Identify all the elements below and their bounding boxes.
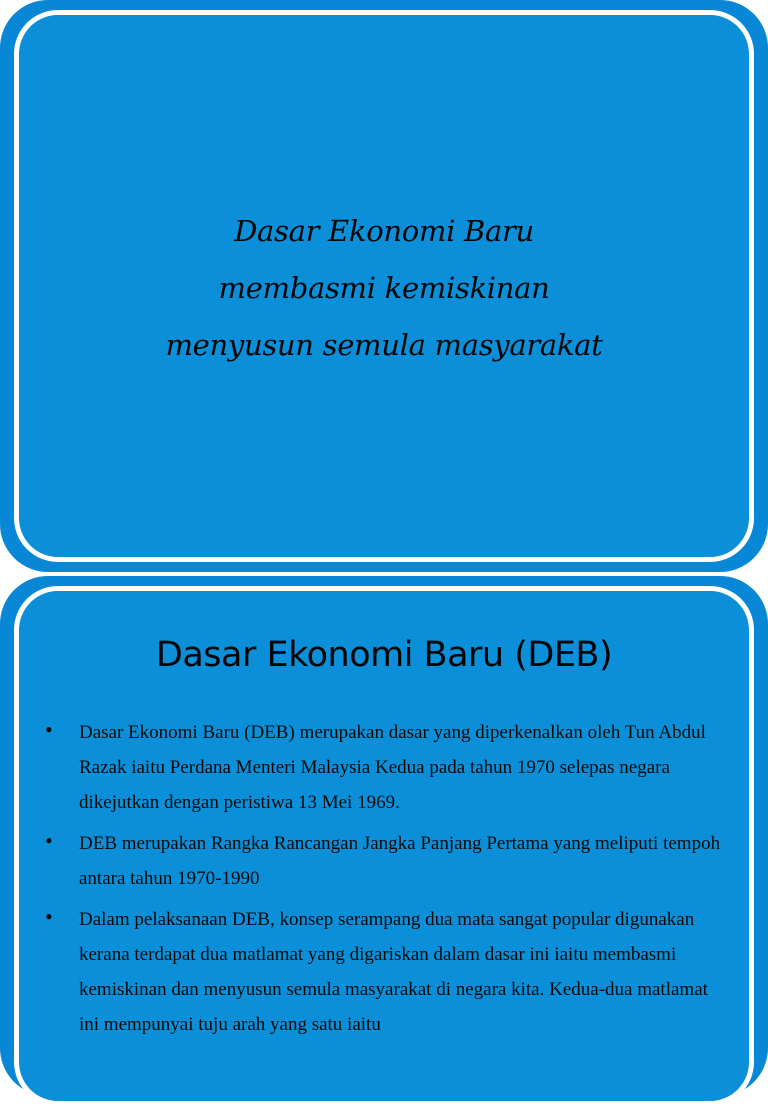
content-slide-panel xyxy=(14,586,754,1106)
title-line-3: menyusun semula masyarakat xyxy=(165,328,603,362)
title-slide-text xyxy=(19,203,749,374)
bullet-text-3: Dalam pelaksanaan DEB, konsep serampang dua mata sangat popular digunakan kerana terdapat dua matlamat yang digariskan dalam dasar ini iaitu membasmi kemiskinan dan menyusun semula masyarakat di negara kita. Kedua-dua matlamat ini mempunyai tuju arah yang satu iaitu xyxy=(79,909,708,1035)
slide-heading: Dasar Ekonomi Baru (DEB) xyxy=(155,635,613,675)
bullet-icon: • xyxy=(45,717,53,742)
title-line-2: membasmi kemiskinan xyxy=(218,271,550,305)
bullet-text-1: Dasar Ekonomi Baru (DEB) merupakan dasar yang diperkenalkan oleh Tun Abdul Razak iaitu Perdana Menteri Malaysia Kedua pada tahun 1970 selepas negara dikejutkan dengan peristiwa 13 Mei 1969. xyxy=(79,722,706,813)
bullet-item-3 xyxy=(45,902,729,1042)
content-slide xyxy=(0,576,768,1096)
bullet-item-2 xyxy=(45,826,729,896)
title-slide-panel xyxy=(14,10,754,562)
title-line-1: Dasar Ekonomi Baru xyxy=(234,214,534,248)
bullet-icon: • xyxy=(45,904,53,929)
bullet-list xyxy=(45,715,729,1048)
bullet-text-2: DEB merupakan Rangka Rancangan Jangka Panjang Pertama yang meliputi tempoh antara tahun 1970-1990 xyxy=(79,833,721,889)
bullet-item-1 xyxy=(45,715,729,820)
bullet-icon: • xyxy=(45,828,53,853)
